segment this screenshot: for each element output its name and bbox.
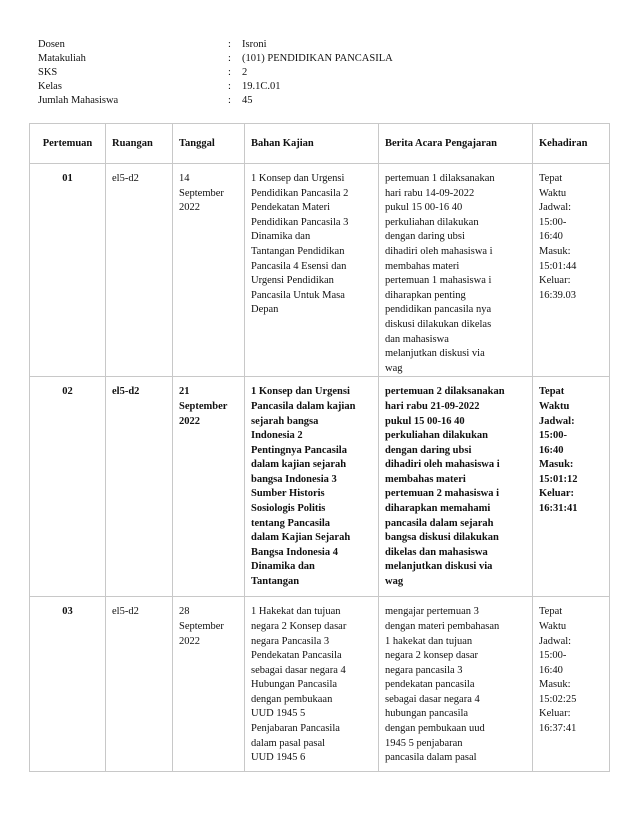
- date-cell: 21 September 2022: [173, 377, 245, 597]
- table-header-row: [30, 124, 610, 164]
- date-cell: 14 September 2022: [173, 164, 245, 377]
- info-row-lecturer: [38, 38, 598, 52]
- attendance-cell: Tepat Waktu Jadwal: 15:00- 16:40 Masuk: 15:01:44 Keluar: 16:39.03: [533, 164, 610, 377]
- date-cell: 28 September 2022: [173, 597, 245, 772]
- info-colon: :: [228, 67, 231, 78]
- info-colon: :: [228, 81, 231, 92]
- info-label: Matakuliah: [38, 53, 86, 64]
- report-cell: mengajar pertemuan 3 dengan materi pembahasan 1 hakekat dan tujuan negara 2 konsep dasar negara pancasila 3 pendekatan pancasila sebagai dasar negara 4 hubungan pancasila dengan pembukaan uud 1945 5 penjabaran pancasila dalam pasal: [379, 597, 533, 772]
- report-cell: pertemuan 1 dilaksanakan hari rabu 14-09-2022 pukul 15 00-16 40 perkuliahan dilakukan dengan daring ubsi dihadiri oleh mahasiswa i membahas materi pertemuan 1 mahasiswa i diharapkan penting pendidikan pancasila nya diskusi dilakukan dikelas dan mahasiswa melanjutkan diskusi via wag: [379, 164, 533, 377]
- table-row: [30, 597, 610, 772]
- info-label: Kelas: [38, 81, 62, 92]
- table-row: [30, 164, 610, 377]
- material-cell: 1 Konsep dan Urgensi Pancasila dalam kajian sejarah bangsa Indonesia 2 Pentingnya Pancasila dalam kajian sejarah bangsa Indonesia 3 Sumber Historis Sosiologis Politis tentang Pancasila dalam Kajian Sejarah Bangsa Indonesia 4 Dinamika dan Tantangan: [245, 377, 379, 597]
- room-cell: el5-d2: [106, 597, 173, 772]
- attendance-cell: Tepat Waktu Jadwal: 15:00- 16:40 Masuk: 15:01:12 Keluar: 16:31:41: [533, 377, 610, 597]
- room-cell: el5-d2: [106, 377, 173, 597]
- header-attendance: Kehadiran: [533, 124, 610, 164]
- report-cell: pertemuan 2 dilaksanakan hari rabu 21-09-2022 pukul 15 00-16 40 perkuliahan dilakukan dengan daring ubsi dihadiri oleh mahasiswa i membahas materi pertemuan 2 mahasiswa i diharapkan memahami pancasila dalam sejarah bangsa diskusi dilakukan dikelas dan mahasiswa melanjutkan diskusi via wag: [379, 377, 533, 597]
- table-row: [30, 377, 610, 597]
- info-label: Dosen: [38, 39, 65, 50]
- info-label: Jumlah Mahasiswa: [38, 95, 119, 106]
- info-colon: :: [228, 95, 231, 106]
- material-cell: 1 Konsep dan Urgensi Pendidikan Pancasila 2 Pendekatan Materi Pendidikan Pancasila 3 Dinamika dan Tantangan Pendidikan Pancasila 4 Esensi dan Urgensi Pendidikan Pancasila Untuk Masa Depan: [245, 164, 379, 377]
- info-value: Isroni: [242, 39, 267, 50]
- info-value: 45: [242, 95, 253, 106]
- course-info: [38, 38, 598, 108]
- info-colon: :: [228, 53, 231, 64]
- header-date: Tanggal: [173, 124, 245, 164]
- info-value: (101) PENDIDIKAN PANCASILA: [242, 53, 393, 64]
- meeting-number: 01: [30, 164, 106, 377]
- info-row-credits: [38, 66, 598, 80]
- header-meeting: Pertemuan: [30, 124, 106, 164]
- teaching-journal-table: [29, 123, 610, 772]
- info-row-course: [38, 52, 598, 66]
- info-colon: :: [228, 39, 231, 50]
- info-row-class: [38, 80, 598, 94]
- header-material: Bahan Kajian: [245, 124, 379, 164]
- room-cell: el5-d2: [106, 164, 173, 377]
- meeting-number: 02: [30, 377, 106, 597]
- info-value: 19.1C.01: [242, 81, 281, 92]
- info-value: 2: [242, 67, 248, 78]
- attendance-cell: Tepat Waktu Jadwal: 15:00- 16:40 Masuk: 15:02:25 Keluar: 16:37:41: [533, 597, 610, 772]
- header-report: Berita Acara Pengajaran: [379, 124, 533, 164]
- info-label: SKS: [38, 67, 58, 78]
- material-cell: 1 Hakekat dan tujuan negara 2 Konsep dasar negara Pancasila 3 Pendekatan Pancasila sebagai dasar negara 4 Hubungan Pancasila dengan pembukaan UUD 1945 5 Penjabaran Pancasila dalam pasal pasal UUD 1945 6: [245, 597, 379, 772]
- header-room: Ruangan: [106, 124, 173, 164]
- meeting-number: 03: [30, 597, 106, 772]
- info-row-students: [38, 94, 598, 108]
